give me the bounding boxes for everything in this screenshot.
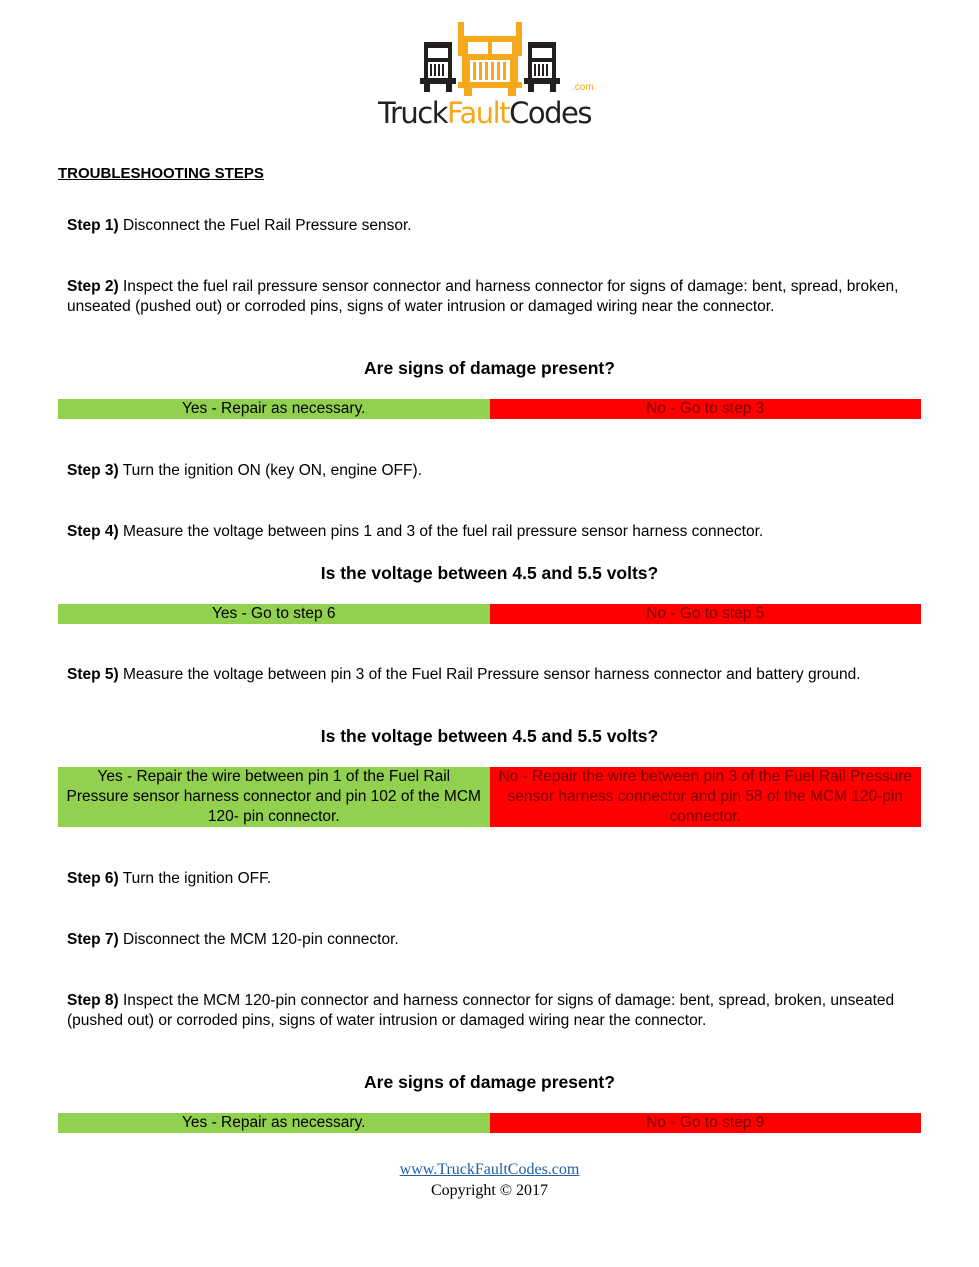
logo-com-suffix: .com bbox=[572, 82, 594, 93]
step-text: Measure the voltage between pins 1 and 3 of the fuel rail pressure sensor harness connector. bbox=[118, 523, 764, 540]
answer-row-2 bbox=[58, 604, 921, 624]
step-label: Step 5) bbox=[67, 666, 119, 683]
step-6 bbox=[67, 869, 917, 889]
step-text: Measure the voltage between pin 3 of the Fuel Rail Pressure sensor harness connector and battery ground. bbox=[118, 666, 861, 683]
step-text: Turn the ignition ON (key ON, engine OFF). bbox=[118, 462, 422, 479]
step-label: Step 4) bbox=[67, 523, 119, 540]
question-2: Is the voltage between 4.5 and 5.5 volts? bbox=[320, 563, 659, 583]
answer-no: No - Go to step 5 bbox=[490, 604, 922, 624]
answer-yes: Yes - Repair the wire between pin 1 of the Fuel Rail Pressure sensor harness connector and pin 102 of the MCM 120- pin connector. bbox=[58, 767, 490, 827]
logo-wordmark: TruckFaultCodes bbox=[378, 96, 591, 130]
logo bbox=[378, 20, 602, 130]
step-label: Step 7) bbox=[67, 931, 119, 948]
step-5 bbox=[67, 665, 917, 685]
answer-row-3 bbox=[58, 767, 921, 827]
question-1: Are signs of damage present? bbox=[364, 358, 615, 378]
step-2 bbox=[67, 277, 917, 317]
step-text: Turn the ignition OFF. bbox=[118, 870, 272, 887]
answer-row-4 bbox=[58, 1113, 921, 1133]
answer-yes: Yes - Repair as necessary. bbox=[58, 399, 490, 419]
step-label: Step 8) bbox=[67, 992, 119, 1009]
answer-no: No - Repair the wire between pin 3 of the Fuel Rail Pressure sensor harness connector and pin 58 of the MCM 120-pin connector. bbox=[490, 767, 922, 827]
answer-no: No - Go to step 9 bbox=[490, 1113, 922, 1133]
step-text: Inspect the fuel rail pressure sensor connector and harness connector for signs of damage: bent, spread, broken, unseated (pushed out) or corroded pins, signs of water intrusion or damaged wiring near the connector. bbox=[67, 278, 899, 315]
step-text: Disconnect the Fuel Rail Pressure sensor. bbox=[118, 217, 412, 234]
answer-no: No - Go to step 3 bbox=[490, 399, 922, 419]
question-4: Are signs of damage present? bbox=[364, 1072, 615, 1092]
step-1 bbox=[67, 216, 917, 236]
truck-front-icon bbox=[418, 20, 562, 96]
step-label: Step 6) bbox=[67, 870, 119, 887]
answer-yes: Yes - Repair as necessary. bbox=[58, 1113, 490, 1133]
footer-copyright: Copyright © 2017 bbox=[430, 1182, 549, 1199]
step-3 bbox=[67, 461, 917, 481]
step-8 bbox=[67, 991, 917, 1031]
step-4 bbox=[67, 522, 917, 542]
step-7 bbox=[67, 930, 917, 950]
step-label: Step 1) bbox=[67, 217, 119, 234]
step-text: Inspect the MCM 120-pin connector and harness connector for signs of damage: bent, spread, broken, unseated (pushed out) or corroded pins, signs of water intrusion or damaged wiring near the connector. bbox=[67, 992, 895, 1029]
step-label: Step 3) bbox=[67, 462, 119, 479]
question-3: Is the voltage between 4.5 and 5.5 volts? bbox=[320, 726, 659, 746]
step-text: Disconnect the MCM 120-pin connector. bbox=[118, 931, 399, 948]
step-label: Step 2) bbox=[67, 278, 119, 295]
answer-yes: Yes - Go to step 6 bbox=[58, 604, 490, 624]
footer-website-link[interactable]: www.TruckFaultCodes.com bbox=[399, 1161, 580, 1178]
answer-row-1 bbox=[58, 399, 921, 419]
section-title: TROUBLESHOOTING STEPS bbox=[58, 165, 264, 182]
